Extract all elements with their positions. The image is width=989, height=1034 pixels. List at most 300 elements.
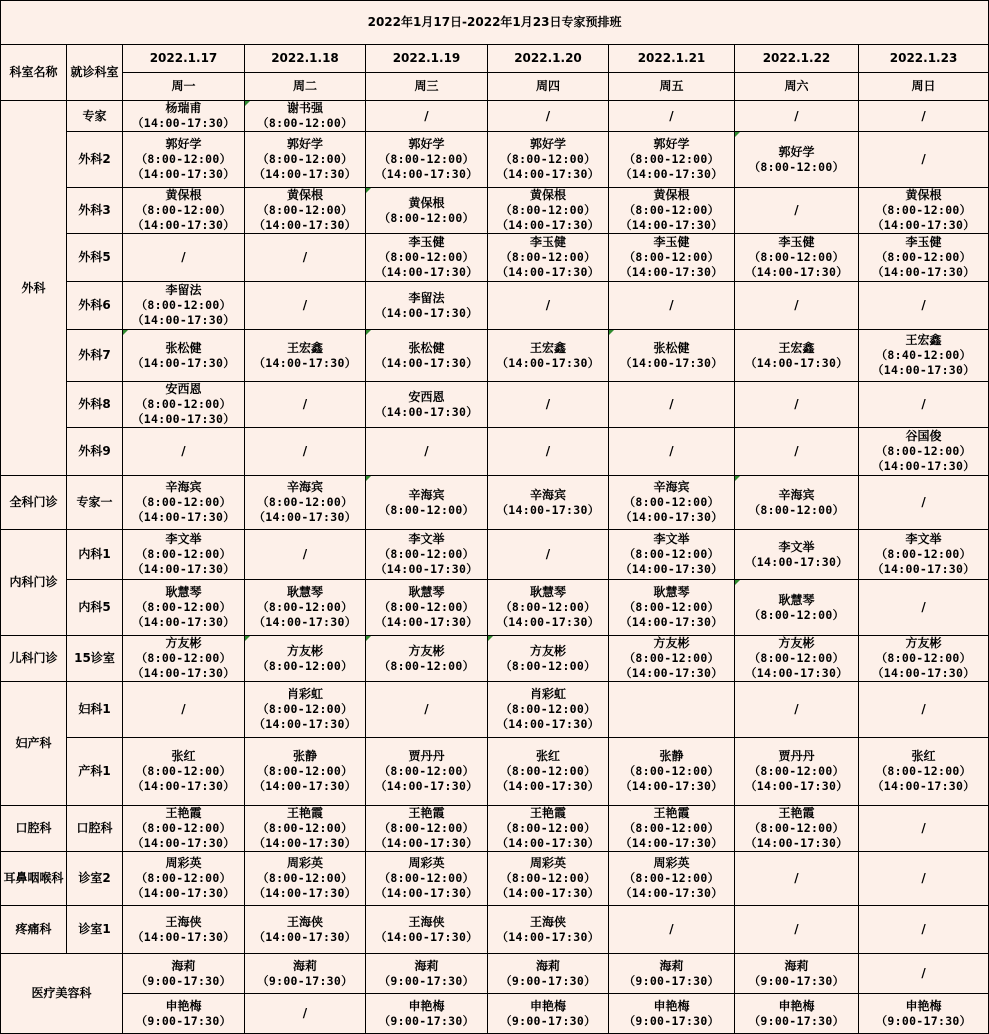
doctor-shift-cell bbox=[735, 636, 859, 682]
dept-name-header: 科室名称 bbox=[1, 45, 67, 101]
shift-time: （8:00-12:00） bbox=[135, 651, 232, 665]
shift-time: （14:00-17:30） bbox=[496, 218, 600, 232]
no-schedule-cell bbox=[735, 906, 859, 954]
schedule-row bbox=[1, 188, 989, 234]
no-schedule-cell bbox=[488, 282, 609, 330]
clinic-cell: 专家 bbox=[67, 101, 123, 132]
dept-name-cell: 内科门诊 bbox=[1, 530, 67, 636]
slash-mark: / bbox=[921, 821, 926, 835]
no-schedule-cell bbox=[245, 994, 366, 1034]
doctor-name: 王艳霞 bbox=[529, 806, 566, 820]
shift-time: （8:00-12:00） bbox=[875, 203, 972, 217]
doctor-name: 贾丹丹 bbox=[408, 749, 445, 763]
shift-time: （8:00-12:00） bbox=[378, 547, 475, 561]
shift-time: （14:00-17:30） bbox=[374, 167, 479, 181]
doctor-name: 李文举 bbox=[653, 532, 690, 546]
shift-time: （8:00-12:00） bbox=[135, 871, 232, 885]
doctor-shift-cell bbox=[859, 530, 989, 580]
doctor-name: 李玉健 bbox=[778, 235, 815, 249]
shift-time: （14:00-17:30） bbox=[374, 779, 479, 793]
doctor-shift-cell bbox=[735, 132, 859, 188]
doctor-name: 海莉 bbox=[171, 958, 196, 973]
slash-mark: / bbox=[302, 1006, 308, 1020]
slash-mark: / bbox=[302, 298, 308, 312]
no-schedule-cell bbox=[366, 682, 488, 738]
clinic-cell: 妇科1 bbox=[67, 682, 123, 738]
doctor-shift-cell bbox=[488, 954, 609, 994]
shift-time: （8:00-12:00） bbox=[135, 203, 232, 217]
slash-mark: / bbox=[921, 397, 926, 411]
doctor-name: 郭好学 bbox=[778, 144, 815, 159]
shift-time: （8:00-12:00） bbox=[257, 764, 353, 778]
doctor-name: 耿慧琴 bbox=[286, 585, 323, 599]
doctor-shift-cell bbox=[123, 852, 245, 906]
shift-time: （14:00-17:30） bbox=[619, 836, 724, 850]
shift-time: （14:00-17:30） bbox=[496, 355, 600, 370]
no-schedule-cell bbox=[859, 476, 989, 530]
shift-time: （14:00-17:30） bbox=[131, 779, 236, 793]
doctor-name: 王海侠 bbox=[165, 914, 202, 929]
doctor-shift-cell bbox=[488, 682, 609, 738]
doctor-name: 海莉 bbox=[535, 958, 560, 973]
shift-time: （14:00-17:30） bbox=[374, 562, 479, 576]
shift-time: （14:00-17:30） bbox=[872, 265, 976, 279]
doctor-name: 耿慧琴 bbox=[408, 585, 445, 599]
schedule-row bbox=[1, 806, 989, 852]
doctor-name: 王海侠 bbox=[529, 914, 566, 929]
shift-time: （9:00-17:30） bbox=[623, 1013, 720, 1028]
clinic-cell: 外科7 bbox=[67, 330, 123, 382]
doctor-shift-cell bbox=[366, 234, 488, 282]
shift-time: （14:00-17:30） bbox=[872, 779, 976, 793]
shift-time: （14:00-17:30） bbox=[619, 218, 724, 232]
doctor-name: 谢书强 bbox=[286, 101, 323, 115]
shift-time: （9:00-17:30） bbox=[378, 1013, 475, 1028]
doctor-name: 海莉 bbox=[784, 958, 809, 973]
doctor-shift-cell bbox=[735, 530, 859, 580]
shift-time: （14:00-17:30） bbox=[744, 836, 849, 850]
doctor-shift-cell bbox=[123, 382, 245, 428]
schedule-row bbox=[1, 282, 989, 330]
doctor-shift-cell bbox=[488, 330, 609, 382]
shift-time: （14:00-17:30） bbox=[496, 779, 600, 793]
shift-time: （8:00-12:00） bbox=[257, 702, 353, 716]
doctor-name: 张红 bbox=[535, 749, 560, 763]
doctor-name: 王海侠 bbox=[408, 914, 445, 929]
shift-time: （14:00-17:30） bbox=[619, 562, 724, 576]
date-header: 2022.1.22 bbox=[735, 45, 859, 73]
shift-time: （8:00-12:00） bbox=[378, 764, 475, 778]
shift-time: （14:00-17:30） bbox=[496, 886, 600, 900]
doctor-name: 海莉 bbox=[659, 958, 684, 973]
doctor-shift-cell bbox=[609, 806, 735, 852]
doctor-shift-cell bbox=[123, 530, 245, 580]
doctor-name: 郭好学 bbox=[286, 137, 323, 151]
doctor-shift-cell bbox=[488, 580, 609, 636]
doctor-shift-cell bbox=[488, 234, 609, 282]
shift-time: （8:00-12:00） bbox=[748, 607, 845, 622]
schedule-row bbox=[1, 234, 989, 282]
doctor-shift-cell bbox=[488, 852, 609, 906]
doctor-name: 李留法 bbox=[165, 283, 202, 297]
doctor-shift-cell bbox=[859, 994, 989, 1034]
slash-mark: / bbox=[669, 298, 674, 312]
shift-time: （8:00-12:00） bbox=[257, 495, 353, 509]
slash-mark: / bbox=[794, 922, 799, 936]
doctor-name: 谷国俊 bbox=[905, 429, 942, 443]
doctor-shift-cell bbox=[859, 738, 989, 806]
shift-time: （8:00-12:00） bbox=[623, 600, 720, 614]
shift-time: （14:00-17:30） bbox=[872, 562, 976, 576]
shift-time: （8:00-12:00） bbox=[500, 871, 596, 885]
shift-time: （8:00-12:00） bbox=[748, 502, 845, 517]
slash-mark: / bbox=[181, 250, 186, 264]
doctor-shift-cell bbox=[735, 234, 859, 282]
schedule-row bbox=[1, 330, 989, 382]
shift-time: （8:00-12:00） bbox=[378, 821, 475, 835]
slash-mark: / bbox=[921, 871, 926, 885]
no-schedule-cell bbox=[735, 428, 859, 476]
weekday-header: 周日 bbox=[859, 73, 989, 101]
doctor-shift-cell bbox=[609, 636, 735, 682]
shift-time: （14:00-17:30） bbox=[619, 510, 724, 524]
doctor-shift-cell bbox=[859, 428, 989, 476]
shift-time: （14:00-17:30） bbox=[744, 265, 849, 279]
slash-mark: / bbox=[794, 871, 799, 885]
shift-time: （8:00-12:00） bbox=[257, 821, 353, 835]
shift-time: （8:00-12:00） bbox=[257, 152, 353, 166]
shift-time: （8:00-12:00） bbox=[378, 871, 475, 885]
no-schedule-cell bbox=[488, 530, 609, 580]
shift-time: （14:00-17:30） bbox=[253, 836, 357, 850]
slash-mark: / bbox=[302, 547, 308, 561]
doctor-name: 李文举 bbox=[408, 532, 445, 546]
doctor-shift-cell bbox=[123, 101, 245, 132]
doctor-shift-cell bbox=[366, 476, 488, 530]
slash-mark: / bbox=[794, 108, 799, 123]
shift-time: （8:00-12:00） bbox=[748, 250, 845, 264]
no-schedule-cell bbox=[735, 188, 859, 234]
no-schedule-cell bbox=[123, 682, 245, 738]
doctor-shift-cell bbox=[366, 636, 488, 682]
doctor-shift-cell bbox=[859, 234, 989, 282]
shift-time: （8:00-12:00） bbox=[748, 651, 845, 665]
doctor-name: 方友彬 bbox=[778, 636, 815, 650]
doctor-shift-cell bbox=[245, 188, 366, 234]
doctor-name: 张松健 bbox=[408, 340, 445, 355]
doctor-shift-cell bbox=[609, 738, 735, 806]
doctor-shift-cell bbox=[609, 580, 735, 636]
shift-time: （9:00-17:30） bbox=[135, 1013, 232, 1028]
doctor-shift-cell bbox=[123, 132, 245, 188]
doctor-shift-cell bbox=[366, 954, 488, 994]
schedule-row bbox=[1, 682, 989, 738]
doctor-name: 王艳霞 bbox=[286, 806, 323, 820]
no-schedule-cell bbox=[735, 282, 859, 330]
doctor-name: 郭好学 bbox=[653, 137, 690, 151]
schedule-row bbox=[1, 738, 989, 806]
date-header: 2022.1.20 bbox=[488, 45, 609, 73]
shift-time: （8:00-12:00） bbox=[135, 495, 232, 509]
doctor-name: 申艳梅 bbox=[653, 998, 690, 1013]
slash-mark: / bbox=[669, 444, 674, 458]
schedule-row bbox=[1, 906, 989, 954]
shift-time: （8:00-12:00） bbox=[623, 495, 720, 509]
clinic-cell: 诊室2 bbox=[67, 852, 123, 906]
doctor-shift-cell bbox=[488, 476, 609, 530]
slash-mark: / bbox=[921, 966, 926, 980]
shift-time: （14:00-17:30） bbox=[374, 305, 479, 320]
doctor-name: 王宏鑫 bbox=[286, 340, 323, 355]
slash-mark: / bbox=[794, 397, 799, 411]
dept-name-cell: 疼痛科 bbox=[1, 906, 67, 954]
schedule-row bbox=[1, 476, 989, 530]
doctor-name: 方友彬 bbox=[529, 643, 566, 658]
date-header: 2022.1.21 bbox=[609, 45, 735, 73]
no-schedule-cell bbox=[245, 282, 366, 330]
slash-mark: / bbox=[302, 397, 308, 411]
shift-time: （14:00-17:30） bbox=[253, 355, 357, 370]
shift-time: （8:00-12:00） bbox=[500, 821, 596, 835]
weekday-header: 周六 bbox=[735, 73, 859, 101]
doctor-name: 张松健 bbox=[653, 340, 690, 355]
doctor-shift-cell bbox=[366, 806, 488, 852]
shift-time: （14:00-17:30） bbox=[253, 929, 357, 944]
doctor-name: 耿慧琴 bbox=[653, 585, 690, 599]
shift-time: （14:00-17:30） bbox=[131, 116, 236, 130]
doctor-name: 申艳梅 bbox=[778, 998, 815, 1013]
slash-mark: / bbox=[545, 397, 551, 411]
doctor-name: 周彩英 bbox=[286, 856, 323, 870]
doctor-name: 李玉健 bbox=[408, 235, 445, 249]
doctor-shift-cell bbox=[609, 852, 735, 906]
doctor-name: 安西恩 bbox=[165, 382, 202, 396]
shift-time: （9:00-17:30） bbox=[500, 1013, 596, 1028]
doctor-shift-cell bbox=[123, 580, 245, 636]
doctor-name: 王海侠 bbox=[286, 914, 323, 929]
shift-time: （14:00-17:30） bbox=[744, 666, 849, 680]
no-schedule-cell bbox=[859, 682, 989, 738]
shift-time: （8:00-12:00） bbox=[378, 210, 475, 225]
shift-time: （9:00-17:30） bbox=[135, 973, 232, 988]
shift-time: （14:00-17:30） bbox=[131, 412, 236, 426]
no-schedule-cell bbox=[859, 282, 989, 330]
doctor-name: 辛海宾 bbox=[529, 487, 566, 502]
shift-time: （8:00-12:00） bbox=[135, 547, 232, 561]
slash-mark: / bbox=[669, 397, 674, 411]
no-schedule-cell bbox=[859, 906, 989, 954]
shift-time: （8:00-12:00） bbox=[135, 397, 232, 411]
doctor-name: 申艳梅 bbox=[905, 998, 942, 1013]
shift-time: （8:00-12:00） bbox=[875, 764, 972, 778]
shift-time: （8:00-12:00） bbox=[135, 764, 232, 778]
schedule-row bbox=[1, 994, 989, 1034]
doctor-name: 贾丹丹 bbox=[778, 749, 815, 763]
doctor-shift-cell bbox=[366, 738, 488, 806]
date-header: 2022.1.19 bbox=[366, 45, 488, 73]
shift-time: （14:00-17:30） bbox=[496, 615, 600, 629]
doctor-name: 郭好学 bbox=[529, 137, 566, 151]
doctor-shift-cell bbox=[735, 806, 859, 852]
slash-mark: / bbox=[424, 444, 429, 458]
slash-mark: / bbox=[302, 444, 308, 458]
weekday-header: 周五 bbox=[609, 73, 735, 101]
doctor-shift-cell bbox=[859, 636, 989, 682]
doctor-shift-cell bbox=[245, 682, 366, 738]
doctor-name: 海莉 bbox=[414, 958, 439, 973]
no-schedule-cell bbox=[609, 382, 735, 428]
shift-time: （8:00-12:00） bbox=[500, 600, 596, 614]
slash-mark: / bbox=[669, 922, 674, 936]
doctor-name: 耿慧琴 bbox=[165, 585, 202, 599]
title-row bbox=[1, 1, 989, 45]
shift-time: （14:00-17:30） bbox=[374, 404, 479, 419]
weekday-header: 周一 bbox=[123, 73, 245, 101]
no-schedule-cell bbox=[488, 382, 609, 428]
shift-time: （14:00-17:30） bbox=[496, 167, 600, 181]
shift-time: （8:00-12:00） bbox=[257, 871, 353, 885]
shift-time: （14:00-17:30） bbox=[496, 929, 600, 944]
shift-time: （9:00-17:30） bbox=[875, 1013, 972, 1028]
clinic-cell: 诊室1 bbox=[67, 906, 123, 954]
shift-time: （14:00-17:30） bbox=[253, 615, 357, 629]
doctor-shift-cell bbox=[123, 738, 245, 806]
doctor-shift-cell bbox=[735, 580, 859, 636]
shift-time: （8:00-12:00） bbox=[378, 152, 475, 166]
no-schedule-cell bbox=[488, 101, 609, 132]
slash-mark: / bbox=[794, 702, 799, 716]
doctor-shift-cell bbox=[245, 738, 366, 806]
shift-time: （9:00-17:30） bbox=[748, 1013, 845, 1028]
slash-mark: / bbox=[921, 495, 926, 509]
shift-time: （8:00-12:00） bbox=[875, 547, 972, 561]
no-schedule-cell bbox=[735, 852, 859, 906]
slash-mark: / bbox=[921, 108, 926, 123]
shift-time: （14:00-17:30） bbox=[619, 615, 724, 629]
no-schedule-cell bbox=[735, 101, 859, 132]
doctor-shift-cell bbox=[609, 132, 735, 188]
weekday-header: 周三 bbox=[366, 73, 488, 101]
shift-time: （8:00-12:00） bbox=[378, 502, 475, 517]
schedule-row bbox=[1, 101, 989, 132]
doctor-shift-cell bbox=[245, 101, 366, 132]
no-schedule-cell bbox=[609, 101, 735, 132]
shift-time: （8:00-12:00） bbox=[875, 444, 972, 458]
doctor-shift-cell bbox=[735, 738, 859, 806]
doctor-shift-cell bbox=[366, 188, 488, 234]
clinic-cell: 15诊室 bbox=[67, 636, 123, 682]
doctor-shift-cell bbox=[245, 476, 366, 530]
shift-time: （14:00-17:30） bbox=[496, 836, 600, 850]
no-schedule-cell bbox=[859, 101, 989, 132]
shift-time: （8:00-12:00） bbox=[257, 203, 353, 217]
shift-time: （9:00-17:30） bbox=[500, 973, 596, 988]
shift-time: （9:00-17:30） bbox=[378, 973, 475, 988]
doctor-name: 肖彩虹 bbox=[529, 687, 566, 701]
schedule-row bbox=[1, 428, 989, 476]
shift-time: （14:00-17:30） bbox=[872, 459, 976, 473]
shift-time: （8:00-12:00） bbox=[748, 821, 845, 835]
shift-time: （8:00-12:00） bbox=[257, 658, 353, 673]
slash-mark: / bbox=[794, 444, 799, 458]
weekday-header: 周二 bbox=[245, 73, 366, 101]
slash-mark: / bbox=[181, 702, 186, 716]
shift-time: （14:00-17:30） bbox=[131, 218, 236, 232]
shift-time: （14:00-17:30） bbox=[131, 313, 236, 327]
shift-time: （14:00-17:30） bbox=[744, 779, 849, 793]
no-schedule-cell bbox=[735, 382, 859, 428]
doctor-shift-cell bbox=[123, 476, 245, 530]
doctor-shift-cell bbox=[123, 994, 245, 1034]
doctor-name: 王艳霞 bbox=[653, 806, 690, 820]
shift-time: （14:00-17:30） bbox=[131, 167, 236, 181]
doctor-shift-cell bbox=[245, 806, 366, 852]
no-schedule-cell bbox=[859, 954, 989, 994]
shift-time: （14:00-17:30） bbox=[374, 355, 479, 370]
no-schedule-cell bbox=[859, 580, 989, 636]
doctor-shift-cell bbox=[366, 132, 488, 188]
shift-time: （14:00-17:30） bbox=[131, 666, 236, 680]
shift-time: （14:00-17:30） bbox=[619, 666, 724, 680]
doctor-name: 黄保根 bbox=[408, 195, 445, 210]
doctor-shift-cell bbox=[245, 132, 366, 188]
doctor-name: 张静 bbox=[292, 749, 317, 763]
doctor-name: 辛海宾 bbox=[408, 487, 445, 502]
dept-name-cell: 全科门诊 bbox=[1, 476, 67, 530]
clinic-cell: 专家一 bbox=[67, 476, 123, 530]
shift-time: （8:40-12:00） bbox=[875, 348, 972, 362]
doctor-name: 辛海宾 bbox=[778, 487, 815, 502]
shift-time: （8:00-12:00） bbox=[500, 203, 596, 217]
doctor-name: 王艳霞 bbox=[778, 806, 815, 820]
slash-mark: / bbox=[921, 298, 926, 312]
doctor-name: 辛海宾 bbox=[286, 480, 323, 494]
shift-time: （14:00-17:30） bbox=[619, 779, 724, 793]
doctor-shift-cell bbox=[859, 188, 989, 234]
schedule-row bbox=[1, 132, 989, 188]
doctor-name: 李留法 bbox=[408, 290, 445, 305]
doctor-name: 黄保根 bbox=[905, 188, 942, 202]
shift-time: （8:00-12:00） bbox=[135, 600, 232, 614]
shift-time: （14:00-17:30） bbox=[496, 717, 600, 731]
no-schedule-cell bbox=[245, 530, 366, 580]
doctor-name: 李玉健 bbox=[529, 235, 566, 249]
doctor-shift-cell bbox=[488, 906, 609, 954]
no-schedule-cell bbox=[245, 428, 366, 476]
doctor-name: 李文举 bbox=[905, 532, 942, 546]
shift-time: （8:00-12:00） bbox=[623, 250, 720, 264]
doctor-shift-cell bbox=[366, 330, 488, 382]
no-schedule-cell bbox=[859, 852, 989, 906]
clinic-cell: 外科8 bbox=[67, 382, 123, 428]
shift-time: （14:00-17:30） bbox=[619, 167, 724, 181]
clinic-cell: 外科9 bbox=[67, 428, 123, 476]
shift-time: （8:00-12:00） bbox=[748, 159, 845, 174]
shift-time: （14:00-17:30） bbox=[374, 929, 479, 944]
shift-time: （8:00-12:00） bbox=[135, 152, 232, 166]
doctor-shift-cell bbox=[488, 994, 609, 1034]
doctor-shift-cell bbox=[366, 580, 488, 636]
shift-time: （14:00-17:30） bbox=[374, 836, 479, 850]
doctor-shift-cell bbox=[488, 636, 609, 682]
schedule-row bbox=[1, 636, 989, 682]
doctor-name: 郭好学 bbox=[165, 137, 202, 151]
doctor-shift-cell bbox=[123, 282, 245, 330]
slash-mark: / bbox=[669, 108, 674, 123]
slash-mark: / bbox=[794, 203, 799, 217]
doctor-shift-cell bbox=[366, 282, 488, 330]
doctor-name: 张静 bbox=[659, 749, 684, 763]
